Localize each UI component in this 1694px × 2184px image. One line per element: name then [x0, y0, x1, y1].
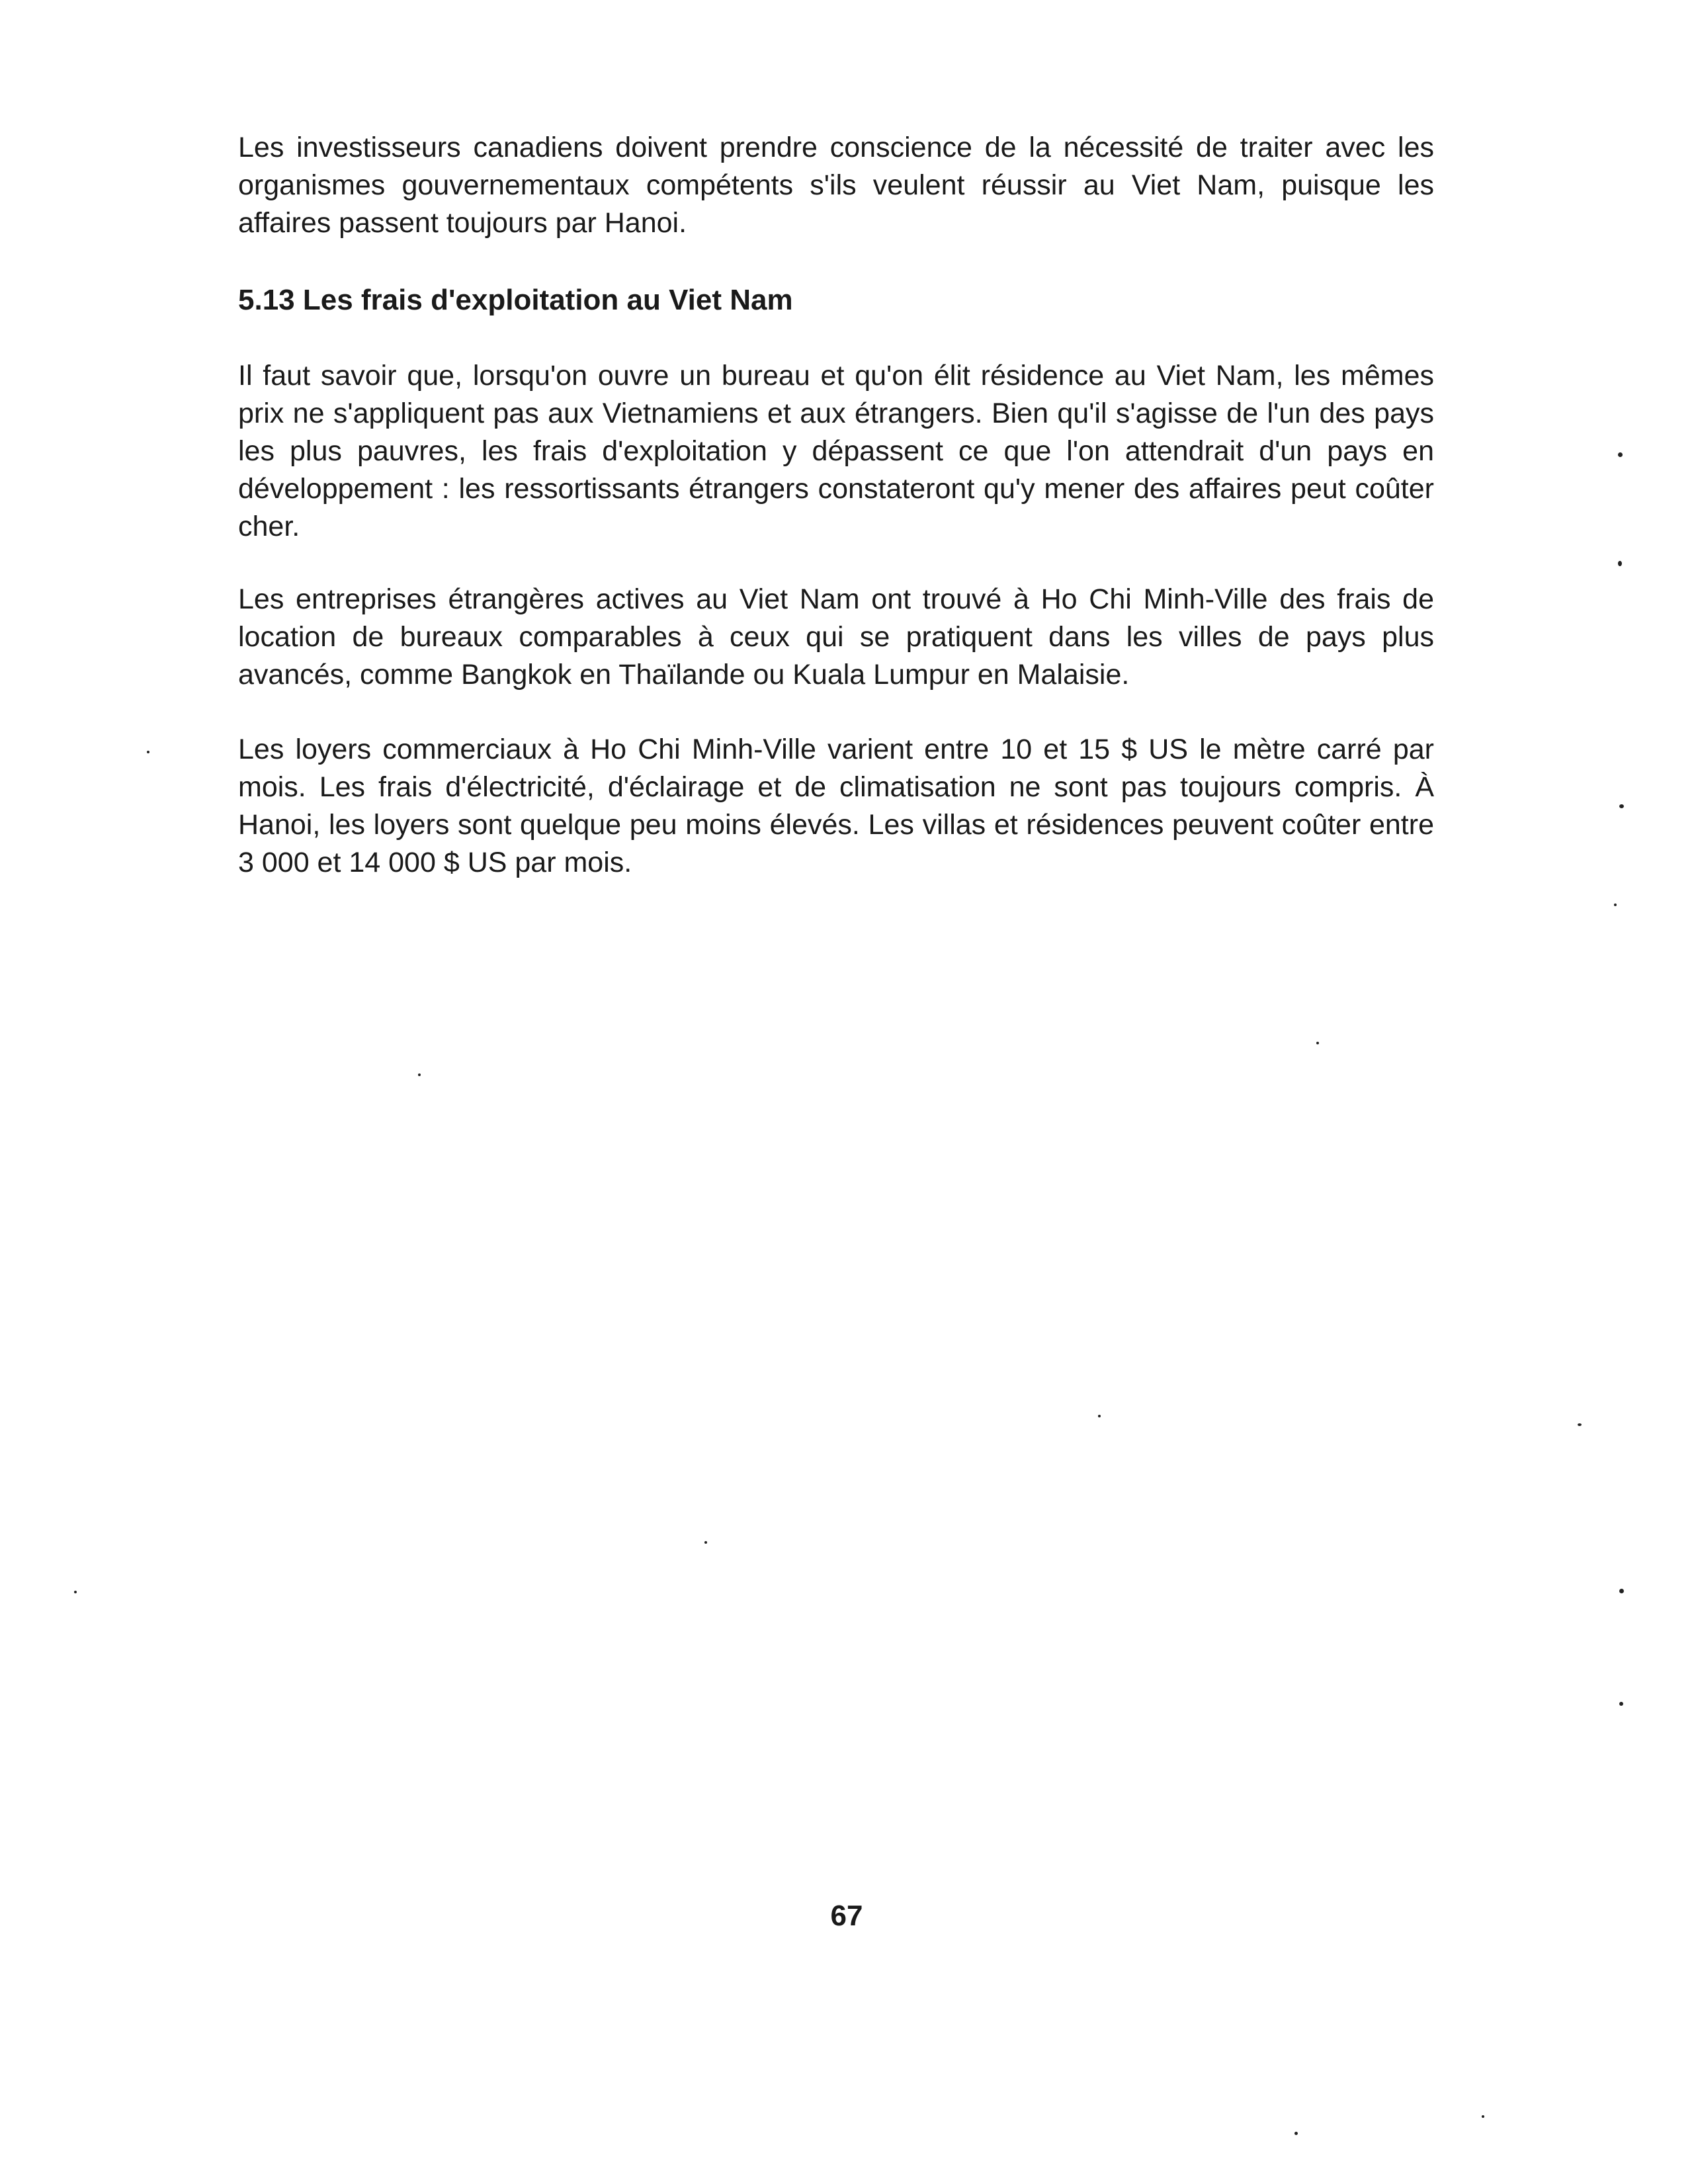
scan-speck [1316, 1042, 1319, 1044]
scan-speck [1619, 804, 1624, 808]
section-heading: 5.13 Les frais d'exploitation au Viet Nam [238, 284, 793, 316]
scan-speck [1618, 561, 1622, 566]
page-number: 67 [830, 1900, 863, 1932]
scan-speck [1618, 452, 1623, 457]
intro-paragraph: Les investisseurs canadiens doivent prendre conscience de la nécessité de traiter avec les organismes gouvernementaux compétents s'ils veulent réussir au Viet Nam, puisque les affaires passent toujours par Hanoi. [238, 132, 1434, 239]
paragraph-office-rental: Les entreprises étrangères actives au Viet Nam ont trouvé à Ho Chi Minh-Ville des frais de location de bureaux comparables à ceux qui se pratiquent dans les villes de pays plus avancés, comme Bangkok en Thaïlande ou Kuala Lumpur en Malaisie. [238, 583, 1434, 691]
scan-speck [704, 1541, 707, 1544]
scan-speck [1578, 1423, 1582, 1426]
scan-speck [1619, 1589, 1624, 1593]
scan-speck [74, 1591, 77, 1593]
scan-speck [1482, 2115, 1484, 2118]
scan-speck [1098, 1415, 1101, 1417]
scan-speck [1614, 903, 1617, 906]
scan-speck [418, 1073, 421, 1076]
scan-speck [147, 751, 149, 753]
paragraph-operating-costs: Il faut savoir que, lorsqu'on ouvre un bureau et qu'on élit résidence au Viet Nam, les mêmes prix ne s'appliquent pas aux Vietnamiens et aux étrangers. Bien qu'il s'agisse de l'un des pays les plus pauvres, les frais d'exploitation y dépassent ce que l'on attendrait d'un pays en développement : les ressortissants étrangers constateront qu'y mener des affaires peut coûter cher. [238, 360, 1434, 542]
scan-speck [1619, 1702, 1623, 1706]
scan-speck [1294, 2132, 1298, 2135]
paragraph-commercial-rents: Les loyers commerciaux à Ho Chi Minh-Ville varient entre 10 et 15 $ US le mètre carré par mois. Les frais d'électricité, d'éclairage et de climatisation ne sont pas toujours compris. À Hanoi, les loyers sont quelque peu moins élevés. Les villas et résidences peuvent coûter entre 3 000 et 14 000 $ US par mois. [238, 734, 1434, 878]
